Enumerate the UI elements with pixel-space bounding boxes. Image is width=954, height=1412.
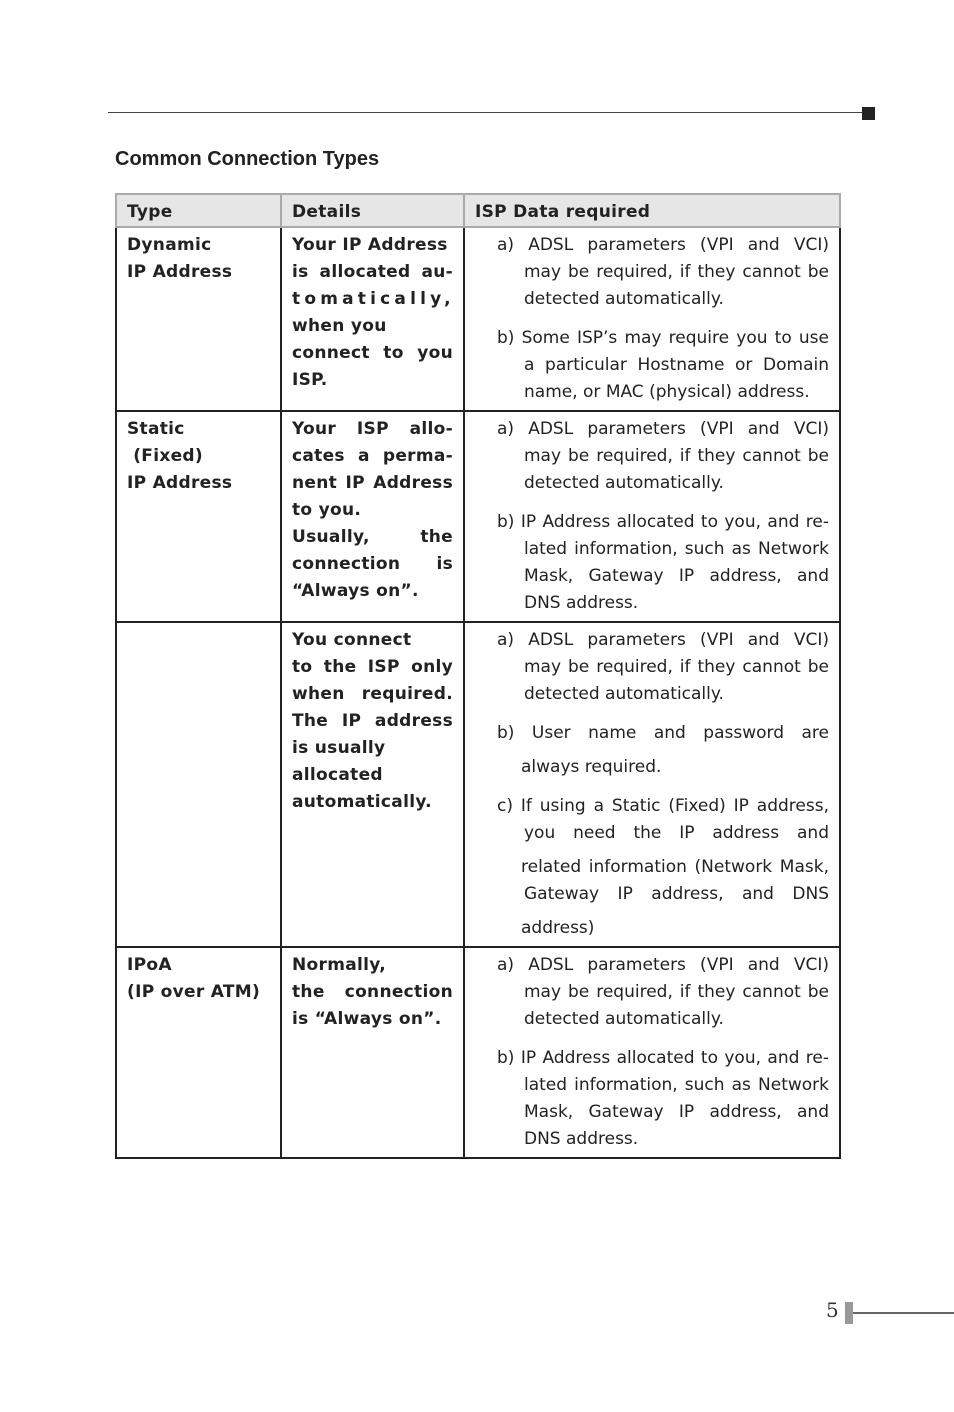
isp-requirement-line: always required. [521, 757, 662, 777]
type-line: IP Address [127, 473, 233, 493]
isp-requirement-line: lated information, such as Network [524, 539, 829, 559]
isp-requirement-line: b) IP Address allocated to you, and re- [497, 512, 829, 532]
isp-requirement-line: related information (Network Mask, [521, 857, 829, 877]
table-row [116, 227, 840, 411]
table-row [116, 411, 840, 622]
connection-types-table [115, 193, 841, 1159]
details-line: allocated [292, 765, 383, 785]
isp-requirement-item [497, 793, 829, 942]
details-line: nent IP Address [292, 473, 453, 493]
cell-isp-data [464, 947, 840, 1158]
isp-requirement-line: a) ADSL parameters (VPI and VCI) [497, 630, 829, 650]
cell-details [281, 411, 464, 622]
isp-requirement-line: c) If using a Static (Fixed) IP address, [497, 796, 829, 816]
isp-requirement-line: may be required, if they cannot be [524, 657, 829, 677]
details-line: is allocated au- [292, 262, 453, 282]
cell-isp-data [464, 622, 840, 947]
isp-requirement-line: DNS address. [524, 593, 639, 613]
details-line: automatically. [292, 792, 432, 812]
cell-type [116, 622, 281, 947]
details-line: tomatically, [292, 289, 455, 309]
details-line: the connection [292, 982, 453, 1002]
details-line: “Always on”. [292, 581, 419, 601]
details-line: to you. [292, 500, 362, 520]
isp-requirement-line: b) IP Address allocated to you, and re- [497, 1048, 829, 1068]
details-line: The IP address [292, 711, 453, 731]
isp-requirement-line: b) User name and password are [497, 723, 829, 743]
details-line: is usually [292, 738, 386, 758]
page-number-bar [845, 1302, 853, 1324]
isp-requirement-line: detected automatically. [524, 473, 724, 493]
details-line: cates a perma- [292, 446, 453, 466]
isp-requirement-item [497, 325, 829, 406]
isp-requirement-item [497, 232, 829, 313]
details-line: connection is [292, 554, 453, 574]
details-line: Your IP Address [292, 235, 448, 255]
type-line: (Fixed) [127, 446, 203, 466]
isp-requirement-item [497, 627, 829, 708]
table-header-row [116, 194, 840, 227]
column-header-type: Type [116, 194, 281, 227]
cell-isp-data [464, 411, 840, 622]
type-line: IPoA [127, 955, 172, 975]
details-line: Usually, the [292, 527, 453, 547]
details-line: is “Always on”. [292, 1009, 442, 1029]
isp-requirement-line: detected automatically. [524, 684, 724, 704]
page-number: 5 [826, 1298, 839, 1322]
details-line: ISP. [292, 370, 328, 390]
cell-details [281, 622, 464, 947]
header-square-marker [862, 107, 875, 120]
type-line: Static [127, 419, 185, 439]
isp-requirement-line: b) Some ISP’s may require you to use [497, 328, 829, 348]
isp-requirement-line: may be required, if they cannot be [524, 262, 829, 282]
isp-requirement-line: Gateway IP address, and DNS [524, 884, 829, 904]
isp-requirement-line: a) ADSL parameters (VPI and VCI) [497, 235, 829, 255]
isp-requirement-line: you need the IP address and [524, 823, 829, 843]
isp-requirement-line: a) ADSL parameters (VPI and VCI) [497, 955, 829, 975]
cell-type [116, 411, 281, 622]
isp-requirement-item [497, 720, 829, 781]
cell-details [281, 947, 464, 1158]
isp-requirement-line: detected automatically. [524, 289, 724, 309]
isp-requirement-line: may be required, if they cannot be [524, 446, 829, 466]
isp-requirement-line: may be required, if they cannot be [524, 982, 829, 1002]
header-rule [108, 112, 864, 113]
type-line: Dynamic [127, 235, 212, 255]
isp-requirement-item [497, 509, 829, 617]
cell-type [116, 227, 281, 411]
isp-requirement-item [497, 416, 829, 497]
isp-requirement-line: Mask, Gateway IP address, and [524, 566, 829, 586]
details-line: to the ISP only [292, 657, 453, 677]
cell-details [281, 227, 464, 411]
section-heading: Common Connection Types [115, 148, 380, 170]
cell-type [116, 947, 281, 1158]
details-line: You connect [292, 630, 412, 650]
cell-isp-data [464, 227, 840, 411]
isp-requirement-line: name, or MAC (physical) address. [524, 382, 810, 402]
details-line: Normally, [292, 955, 387, 975]
type-line: (IP over ATM) [127, 982, 261, 1002]
details-line: when you [292, 316, 387, 336]
column-header-isp-data: ISP Data required [464, 194, 840, 227]
isp-requirement-line: detected automatically. [524, 1009, 724, 1029]
isp-requirement-line: DNS address. [524, 1129, 639, 1149]
isp-requirement-line: Mask, Gateway IP address, and [524, 1102, 829, 1122]
isp-requirement-item [497, 1045, 829, 1153]
isp-requirement-line: a) ADSL parameters (VPI and VCI) [497, 419, 829, 439]
type-line: IP Address [127, 262, 233, 282]
details-line: Your ISP allo- [292, 419, 453, 439]
table-row [116, 947, 840, 1158]
table-row [116, 622, 840, 947]
isp-requirement-line: address) [521, 918, 595, 938]
details-line: when required. [292, 684, 453, 704]
isp-requirement-line: a particular Hostname or Domain [524, 355, 829, 375]
isp-requirement-line: lated information, such as Network [524, 1075, 829, 1095]
footer-rule [853, 1312, 954, 1314]
isp-requirement-item [497, 952, 829, 1033]
details-line: connect to you [292, 343, 453, 363]
column-header-details: Details [281, 194, 464, 227]
